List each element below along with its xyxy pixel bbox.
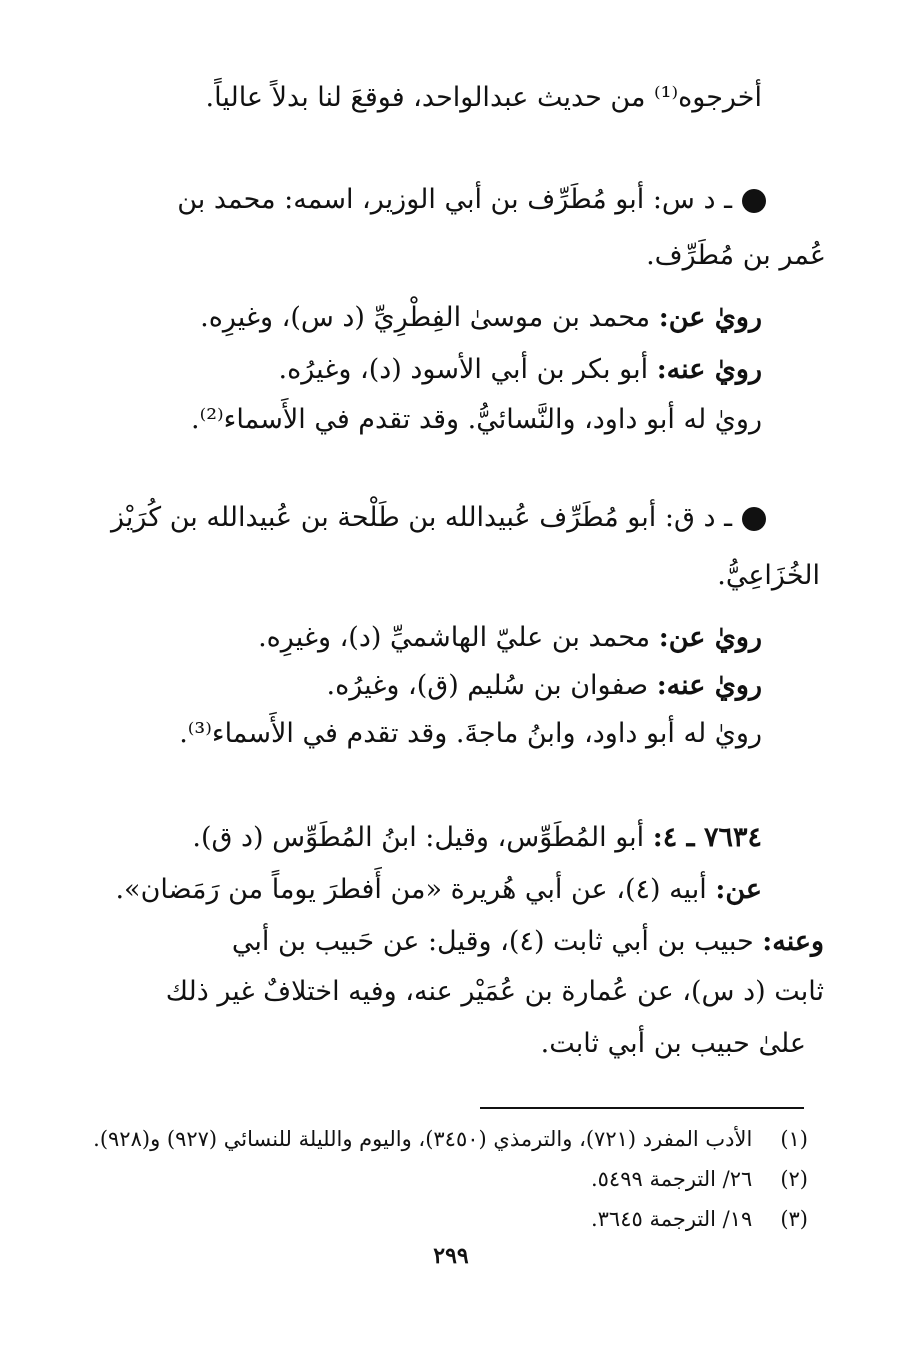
entry-2-heading-text: ـ د ق: أبو مُطَرِّف عُبيدالله بن طَلْحة بن عُبيدالله بن كُرَيْز [111,502,732,533]
footnote-divider [480,1107,804,1109]
footnote-2 [591,1164,808,1194]
ruwa-anhu-text: صفوان بن سُليم (ق)، وغيرُه. [326,670,649,701]
entry-2-ruwa-an [258,618,762,658]
footnote-text: ١٩/ الترجمة ٣٦٤٥. [590,1207,753,1231]
entry-3-anhu [232,922,824,962]
entry-1-ruwa-lahu: رويٰ له أبو داود، والنَّسائيُّ. وقد تقدم في الأَسماء⁽²⁾. [191,404,762,435]
entry-2-heading-cont: الخُزَاعِيُّ. [717,560,820,591]
entry-2-ruwa-lahu: رويٰ له أبو داود، وابنُ ماجةَ. وقد تقدم في الأَسماء⁽³⁾. [179,718,762,749]
entry-1-ruwa-anhu [278,350,762,390]
ruwa-an-text: محمد بن موسىٰ الفِطْرِيِّ (د س)، وغيرِه. [200,302,651,333]
bullet-icon [742,189,766,213]
anhu-text: حبيب بن أبي ثابت (٤)، وقيل: عن حَبيب بن أبي [231,926,754,957]
an-label: عن: [715,874,762,905]
footnote-text: ٢٦/ الترجمة ٥٤٩٩. [590,1167,753,1191]
entry-2-ruwa-anhu [326,666,762,706]
text-line-intro: أخرجوه⁽¹⁾ من حديث عبدالواحد، فوقعَ لنا بدلاً عالياً. [205,82,762,113]
entry-3-heading [192,818,762,858]
entry-3-an [115,870,762,910]
ruwa-anhu-label: رويٰ عنه: [656,670,762,701]
footnote-number: (٣) [780,1207,808,1231]
ruwa-anhu-text: أبو بكر بن أبي الأسود (د)، وغيرُه. [278,354,649,385]
entry-1-heading-cont: عُمر بن مُطَرِّف. [646,240,826,271]
entry-3-title: أبو المُطَوِّس، وقيل: ابنُ المُطَوِّس (د ق). [192,822,645,853]
ruwa-an-text: محمد بن عليّ الهاشميِّ (د)، وغيرِه. [258,622,651,653]
page-number: ٢٩٩ [433,1243,469,1269]
anhu-label: وعنه: [762,926,824,957]
entry-1-heading-text: ـ د س: أبو مُطَرِّف بن أبي الوزير، اسمه: محمد بن [177,184,732,215]
footnote-text: الأدب المفرد (٧٢١)، والترمذي (٣٤٥٠)، واليوم والليلة للنسائي (٩٢٧) و(٩٢٨). [93,1127,753,1151]
footnote-number: (١) [780,1127,808,1151]
an-text: أبيه (٤)، عن أبي هُريرة «من أَفطرَ يوماً من رَمَضان». [115,874,707,905]
ruwa-an-label: رويٰ عن: [658,622,762,653]
entry-1-ruwa-an [200,298,762,338]
ruwa-an-label: رويٰ عن: [658,302,762,333]
footnote-3 [591,1204,808,1234]
bullet-icon [742,507,766,531]
entry-1-heading [177,180,766,220]
ruwa-anhu-label: رويٰ عنه: [656,354,762,385]
footnote-number: (٢) [780,1167,808,1191]
entry-2-heading [111,498,766,538]
entry-number: ٧٦٣٤ ـ ٤: [652,822,762,853]
footnote-1 [93,1124,808,1154]
entry-3-anhu-cont-1: ثابت (د س)، عن عُمارة بن عُمَيْر عنه، وفيه اختلافٌ غير ذلك [165,976,824,1007]
entry-3-anhu-cont-2: علىٰ حبيب بن أبي ثابت. [540,1028,806,1059]
